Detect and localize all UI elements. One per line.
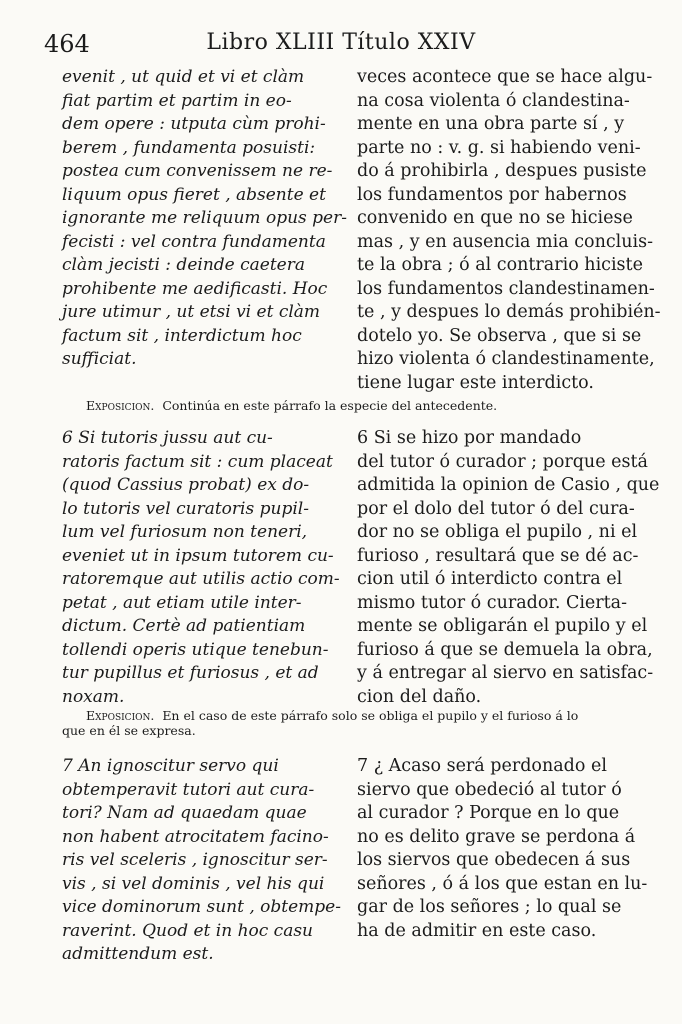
latin-line: factum sit , interdictum hoc — [62, 325, 302, 346]
latin-line: ratoris factum sit : cum placeat — [62, 451, 333, 472]
spanish-line: 6 Si se hizo por mandado — [357, 428, 582, 448]
latin-line: ratoremque aut utilis actio com- — [62, 569, 340, 589]
latin-line: non habent atrocitatem facino- — [62, 826, 329, 847]
spanish-line: no es delito grave se perdona á — [357, 826, 636, 847]
latin-column — [62, 755, 342, 967]
exposition-note — [62, 708, 630, 738]
spanish-line: te la obra ; ó al contrario hiciste — [357, 255, 643, 275]
spanish-line: dor no se obliga el pupilo , ni el — [357, 522, 638, 542]
spanish-line: 7 ¿ Acaso será perdonado el — [357, 756, 607, 776]
spanish-line: del tutor ó curador ; porque está — [357, 451, 648, 472]
spanish-line: por el dolo del tutor ó del cura- — [357, 498, 635, 519]
latin-line: ris vel sceleris , ignoscitur ser- — [62, 850, 328, 870]
section-5-text — [62, 66, 661, 396]
latin-line: 7 An ignoscitur servo qui — [62, 756, 279, 776]
spanish-line: y á entregar al siervo en satisfac- — [357, 663, 654, 683]
latin-line: vis , si vel dominis , vel his qui — [62, 873, 325, 894]
spanish-line: mente en una obra parte sí , y — [357, 114, 625, 134]
spanish-line: te , y despues lo demás prohibién- — [357, 302, 661, 322]
latin-line: clàm jecisti : deinde caetera — [62, 255, 305, 275]
spanish-line: gar de los señores ; lo qual se — [357, 897, 622, 917]
spanish-line: los fundamentos por habernos — [357, 184, 627, 205]
latin-line: dictum. Certè ad patientiam — [62, 616, 306, 636]
spanish-line: mas , y en ausencia mia concluis- — [357, 231, 653, 252]
spanish-line: tiene lugar este interdicto. — [357, 372, 594, 393]
spanish-line: veces acontece que se hace algu- — [357, 67, 653, 87]
latin-line: admittendum est. — [62, 944, 214, 964]
latin-column — [62, 66, 347, 372]
spanish-column — [357, 755, 648, 943]
latin-line: prohibente me aedificasti. Hoc — [62, 278, 328, 299]
exposition-label: Exposicion. — [86, 398, 155, 413]
spanish-line: siervo que obedeció al tutor ó — [357, 779, 622, 800]
exposition-note — [86, 398, 630, 413]
latin-line: berem , fundamenta posuisti: — [62, 137, 316, 158]
latin-line: fiat partim et partim in eo- — [62, 90, 292, 111]
latin-line: tur pupillus et furiosus , et ad — [62, 663, 319, 683]
latin-line: lum vel furiosum non teneri, — [62, 522, 308, 542]
latin-line: ignorante me reliquum opus per- — [62, 208, 347, 228]
latin-line: raverint. Quod et in hoc casu — [62, 920, 314, 941]
latin-line: (quod Cassius probat) ex do- — [62, 475, 310, 495]
latin-line: dem opere : utputa cùm prohi- — [62, 114, 326, 134]
spanish-line: na cosa violenta ó clandestina- — [357, 90, 630, 111]
latin-column — [62, 427, 342, 709]
spanish-column — [357, 66, 661, 395]
spanish-line: los siervos que obedecen á sus — [357, 850, 631, 870]
spanish-line: cion del daño. — [357, 686, 482, 707]
latin-line: noxam. — [62, 686, 125, 707]
latin-line: vice dominorum sunt , obtempe- — [62, 897, 341, 917]
page-number: 464 — [44, 30, 90, 58]
spanish-line: al curador ? Porque en lo que — [357, 803, 620, 823]
page-header — [44, 30, 638, 60]
spanish-line: hizo violenta ó clandestinamente, — [357, 349, 655, 369]
spanish-line: dotelo yo. Se observa , que si se — [357, 325, 642, 346]
spanish-line: mismo tutor ó curador. Cierta- — [357, 592, 628, 613]
latin-line: liquum opus fieret , absente et — [62, 184, 326, 205]
exposition-text: Continúa en este párrafo la especie del antecedente. — [162, 398, 498, 413]
spanish-line: los fundamentos clandestinamen- — [357, 278, 655, 299]
latin-line: obtemperavit tutori aut cura- — [62, 779, 315, 800]
spanish-line: do á prohibirla , despues pusiste — [357, 161, 647, 181]
latin-line: evenit , ut quid et vi et clàm — [62, 67, 305, 87]
running-title: Libro XLIII Título XXIV — [206, 30, 476, 55]
spanish-line: mente se obligarán el pupilo y el — [357, 616, 648, 636]
spanish-line: parte no : v. g. si habiendo veni- — [357, 137, 641, 158]
latin-line: jure utimur , ut etsi vi et clàm — [62, 302, 321, 322]
exposition-text: que en él se expresa. — [62, 723, 196, 738]
exposition-text: En el caso de este párrafo solo se obliga el pupilo y el furioso á lo — [162, 708, 579, 723]
latin-line: tollendi operis utique tenebun- — [62, 639, 329, 660]
spanish-line: señores , ó á los que estan en lu- — [357, 873, 648, 894]
latin-line: eveniet ut in ipsum tutorem cu- — [62, 545, 334, 566]
latin-line: postea cum convenissem ne re- — [62, 161, 333, 181]
spanish-line: admitida la opinion de Casio , que — [357, 475, 660, 495]
spanish-line: furioso á que se demuela la obra, — [357, 639, 653, 660]
spanish-line: cion util ó interdicto contra el — [357, 569, 623, 589]
spanish-line: furioso , resultará que se dé ac- — [357, 545, 639, 566]
exposition-label: Exposicion. — [86, 708, 155, 723]
latin-line: petat , aut etiam utile inter- — [62, 592, 302, 613]
latin-line: fecisti : vel contra fundamenta — [62, 231, 326, 252]
latin-line: 6 Si tutoris jussu aut cu- — [62, 428, 273, 448]
spanish-column — [357, 427, 660, 709]
latin-line: lo tutoris vel curatoris pupil- — [62, 498, 309, 519]
section-6-text — [62, 427, 660, 712]
latin-line: tori? Nam ad quaedam quae — [62, 803, 307, 823]
spanish-line: ha de admitir en este caso. — [357, 920, 597, 941]
spanish-line: convenido en que no se hiciese — [357, 208, 633, 228]
latin-line: sufficiat. — [62, 349, 137, 369]
section-7-text — [62, 755, 648, 975]
